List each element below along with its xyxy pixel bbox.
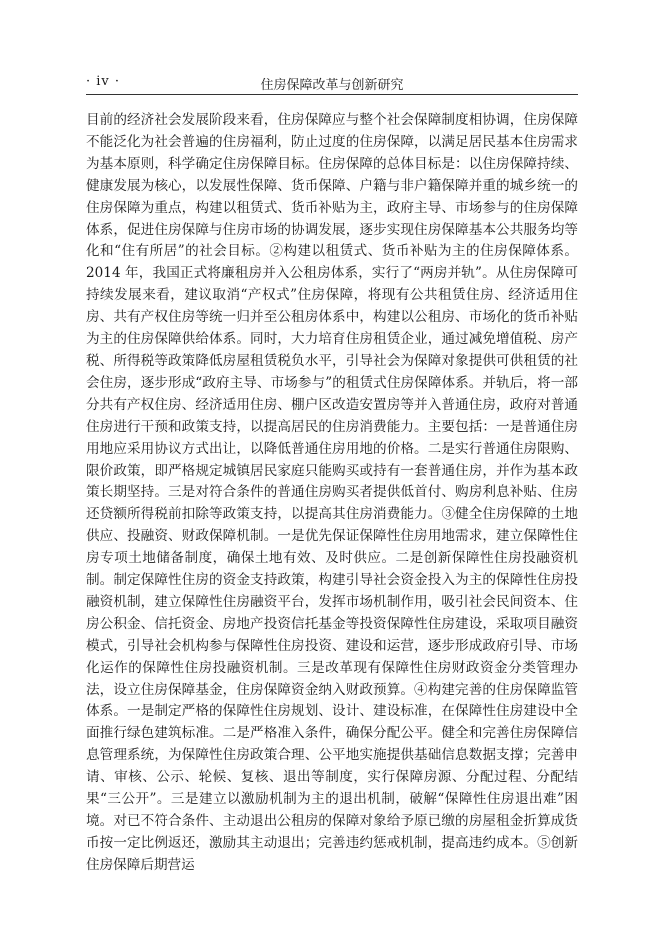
page-header <box>86 72 578 95</box>
page-number: · iv · <box>86 74 121 89</box>
body-paragraph: 目前的经济社会发展阶段来看，住房保障应与整个社会保障制度相协调，住房保障不能泛化为社会普遍的住房福利，防止过度的住房保障，以满足居民基本住房需求为基本原则，科学确定住房保障目标。住房保障的总体目标是：以住房保障持续、健康发展为核心，以发展性保障、货币保障、户籍与非户籍保障并重的城乡统一的住房保障为重点，构建以租赁式、货币补贴为主，政府主导、市场参与的住房保障体系，促进住房保障与住房市场的协调发展，逐步实现住房保障基本公共服务均等化和“住有所居”的社会目标。②构建以租赁式、货币补贴为主的住房保障体系。2014 年，我国正式将廉租房并入公租房体系，实行了“两房并轨”。从住房保障可持续发展来看，建议取消“产权式”住房保障，将现有公共租赁住房、经济适用住房、共有产权住房等统一归并至公租房体系中，构建以公租房、市场化的货币补贴为主的住房保障供给体系。同时，大力培育住房租赁企业，通过减免增值税、房产税、所得税等政策降低房屋租赁税负水平，引导社会为保障对象提供可供租赁的社会住房，逐步形成“政府主导、市场参与”的租赁式住房保障体系。并轨后，将一部分共有产权住房、经济适用住房、棚户区改造安置房等并入普通住房，政府对普通住房进行干预和政策支持，以提高居民的住房消费能力。主要包括：一是普通住房用地应采用协议方式出让，以降低普通住房用地的价格。二是实行普通住房限购、限价政策，即严格规定城镇居民家庭只能购买或持有一套普通住房，并作为基本政策长期坚持。三是对符合条件的普通住房购买者提供低首付、购房利息补贴、住房还贷额所得税前扣除等政策支持，以提高其住房消费能力。③健全住房保障的土地供应、投融资、财政保障机制。一是优先保证保障性住房用地需求，建立保障性住房专项土地储备制度，确保土地有效、及时供应。二是创新保障性住房投融资机制。制定保障性住房的资金支持政策，构建引导社会资金投入为主的保障性住房投融资机制，建立保障性住房融资平台，发挥市场机制作用，吸引社会民间资本、住房公积金、信托资金、房地产投资信托基金等投资保障性住房建设，采取项目融资模式，引导社会机构参与保障性住房投资、建设和运营，逐步形成政府引导、市场化运作的保障性住房投融资机制。三是改革现有保障性住房财政资金分类管理办法，设立住房保障基金，住房保障资金纳入财政预算。④构建完善的住房保障监管体系。一是制定严格的保障性住房规划、设计、建设标准，在保障性住房建设中全面推行绿色建筑标准。二是严格准入条件，确保分配公平。健全和完善住房保障信息管理系统，为保障性住房政策合理、公平地实施提供基础信息数据支撑；完善申请、审核、公示、轮候、复核、退出等制度，实行保障房源、分配过程、分配结果“三公开”。三是建立以激励机制为主的退出机制，破解“保障性住房退出难”困境。对已不符合条件、主动退出公租房的保障对象给予原已缴的房屋租金折算成货币按一定比例返还，激励其主动退出；完善违约惩戒机制，提高违约成本。⑤创新住房保障后期营运 <box>86 112 578 873</box>
running-title: 住房保障改革与创新研究 <box>260 78 404 93</box>
